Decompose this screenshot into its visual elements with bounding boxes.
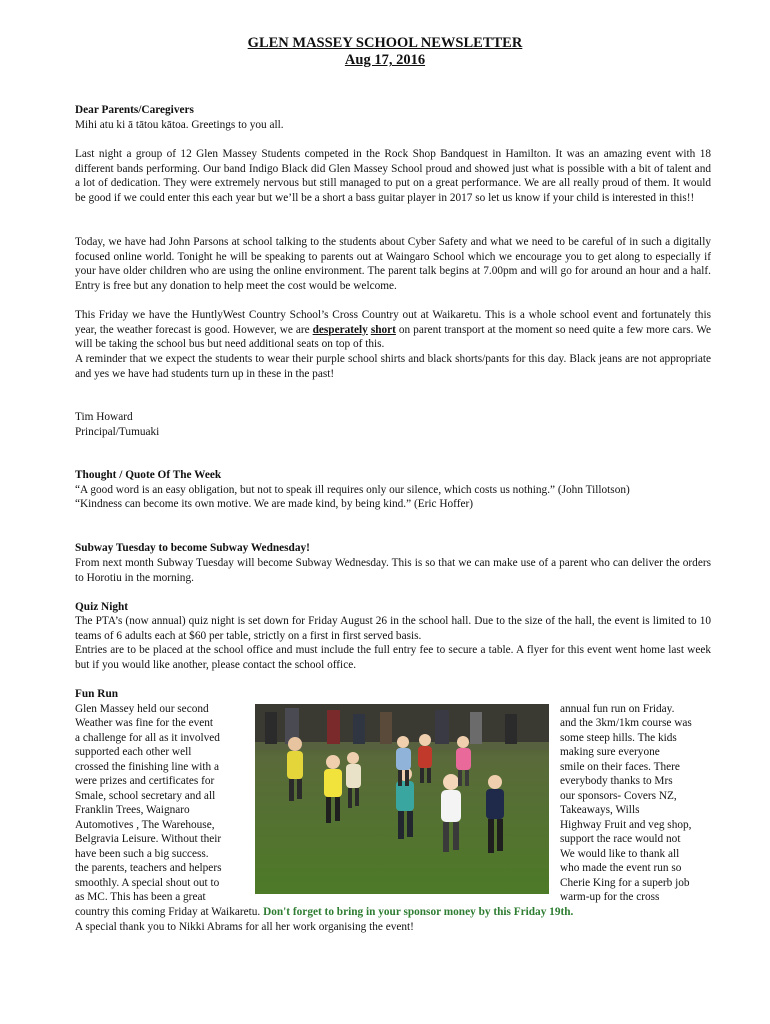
newsletter-title: GLEN MASSEY SCHOOL NEWSLETTER [247, 35, 523, 51]
funrun-right-line: everybody thanks to Mrs [560, 775, 673, 787]
funrun-left-line: as MC. This has been a great [75, 891, 206, 903]
quote-tillotson: “A good word is an easy obligation, but not to speak ill requires only our silence, which costs us nothing.” (John Tillotson) [75, 484, 630, 496]
funrun-thanks-line: A special thank you to Nikki Abrams for all her work organising the event! [75, 921, 414, 933]
funrun-left-line: were prizes and certificates for [75, 775, 215, 787]
signature-name: Tim Howard [75, 411, 133, 423]
funrun-left-line: Franklin Trees, Waignaro [75, 804, 190, 816]
funrun-right-line: Takeaways, Wills [560, 804, 640, 816]
funrun-right-line: smile on their faces. There [560, 761, 680, 773]
funrun-right-line: our sponsors- Covers NZ, [560, 790, 677, 802]
subway-heading: Subway Tuesday to become Subway Wednesday! [75, 542, 310, 554]
quiz-heading: Quiz Night [75, 601, 129, 613]
subway-body: From next month Subway Tuesday will become Subway Wednesday. This is so that we can make use of a parent who can deliver the orders to Horotiu in the morning. [75, 557, 711, 584]
funrun-right-line: support the race would not [560, 833, 681, 845]
funrun-right-line: who made the event run so [560, 862, 682, 874]
funrun-left-line: smoothly. A special shout out to [75, 877, 220, 889]
funrun-left-line: crossed the finishing line with a [75, 761, 220, 773]
funrun-right-line: warm-up for the cross [560, 891, 660, 903]
uniform-reminder-paragraph: A reminder that we expect the students to wear their purple school shirts and black shorts/pants for this day. Black jeans are not appropriate and yes we have had students turn up in these in the past! [75, 353, 711, 380]
funrun-left-line: Belgravia Leisure. Without their [75, 833, 222, 845]
funrun-right-line: Cherie King for a superb job [560, 877, 690, 889]
cyber-safety-paragraph: Today, we have had John Parsons at school talking to the students about Cyber Safety and what we need to be careful of in such a digitally focused online world. Tonight he will be speaking to parents out at Waingaro School which we encourage you to get along to especially if your have older children who are using the online environment. The parent talk begins at 7.00pm and will go for around an hour and a half. Entry is free but any donation to help meet the cost would be welcome. [75, 236, 711, 292]
cross-country-text-a: This Friday we have the HuntlyWest Country School’s Cross Country out at Waikaretu. This is a whole school event and fortunately this year, the weather forecast is good. However, we are [75, 309, 711, 336]
funrun-right-line: some steep hills. The kids [560, 732, 677, 744]
funrun-closing-text: country this coming Friday at Waikaretu. [75, 906, 261, 918]
sponsor-money-reminder: Don't forget to bring in your sponsor money by this Friday 19th. [260, 906, 574, 918]
short-emphasis: short [370, 323, 396, 336]
fun-run-photo-illustration [255, 704, 549, 894]
greeting: Mihi atu ki ā tātou kātoa. Greetings to you all. [75, 119, 284, 131]
quote-hoffer: “Kindness can become its own motive. We are made kind, by being kind.” (Eric Hoffer) [75, 498, 474, 510]
cross-country-text-b: on parent transport at the moment so need quite a few more cars. We will be taking the school bus but need additional seats on top of this. [75, 323, 711, 351]
salutation: Dear Parents/Caregivers [75, 104, 194, 116]
cross-country-paragraph [75, 308, 711, 352]
funrun-right-line: annual fun run on Friday. [560, 703, 675, 715]
funrun-right-line: We would like to thank all [560, 848, 680, 860]
thought-heading: Thought / Quote Of The Week [75, 469, 222, 481]
quiz-body-1: The PTA’s (now annual) quiz night is set down for Friday August 26 in the school hall. Due to the size of the hall, the event is limited to 10 teams of 6 adults each at $60 per table, strictly on a first in first served basis. [75, 615, 711, 642]
funrun-left-line: a challenge for all as it involved [75, 732, 220, 744]
newsletter-date: Aug 17, 2016 [344, 52, 426, 68]
desperately-emphasis: desperately [312, 323, 368, 336]
funrun-closing-line [75, 905, 573, 920]
quiz-body-2: Entries are to be placed at the school office and must include the full entry fee to secure a table. A flyer for this event went home last week but if you would like another, please contact the school office. [75, 644, 711, 671]
funrun-left-line: Automotives , The Warehouse, [75, 819, 215, 831]
funrun-left-line: supported each other well [75, 746, 192, 758]
funrun-heading: Fun Run [75, 688, 119, 700]
funrun-left-line: Glen Massey held our second [75, 703, 209, 715]
bandquest-paragraph: Last night a group of 12 Glen Massey Students competed in the Rock Shop Bandquest in Hamilton. It was an amazing event with 18 different bands performing. Our band Indigo Black did Glen Massey School proud and showed just what is possible with a bit of talent and a lot of dedication. They were extremely nervous but still managed to put on a great performance. We are all really proud of them. It would be good if we could enter this each year but we’ll be a short a bass guitar player in 2017 so let us know if your child is interested in this!! [75, 148, 711, 204]
funrun-left-line: Weather was fine for the event [75, 717, 214, 729]
funrun-right-line: and the 3km/1km course was [560, 717, 692, 729]
funrun-right-line: Highway Fruit and veg shop, [560, 819, 692, 831]
fun-run-photo [255, 704, 549, 894]
signature-role: Principal/Tumuaki [75, 426, 160, 438]
funrun-left-line: have been such a big success. [75, 848, 209, 860]
funrun-right-line: making sure everyone [560, 746, 660, 758]
funrun-left-line: Smale, school secretary and all [75, 790, 216, 802]
funrun-left-line: the parents, teachers and helpers [75, 862, 222, 874]
